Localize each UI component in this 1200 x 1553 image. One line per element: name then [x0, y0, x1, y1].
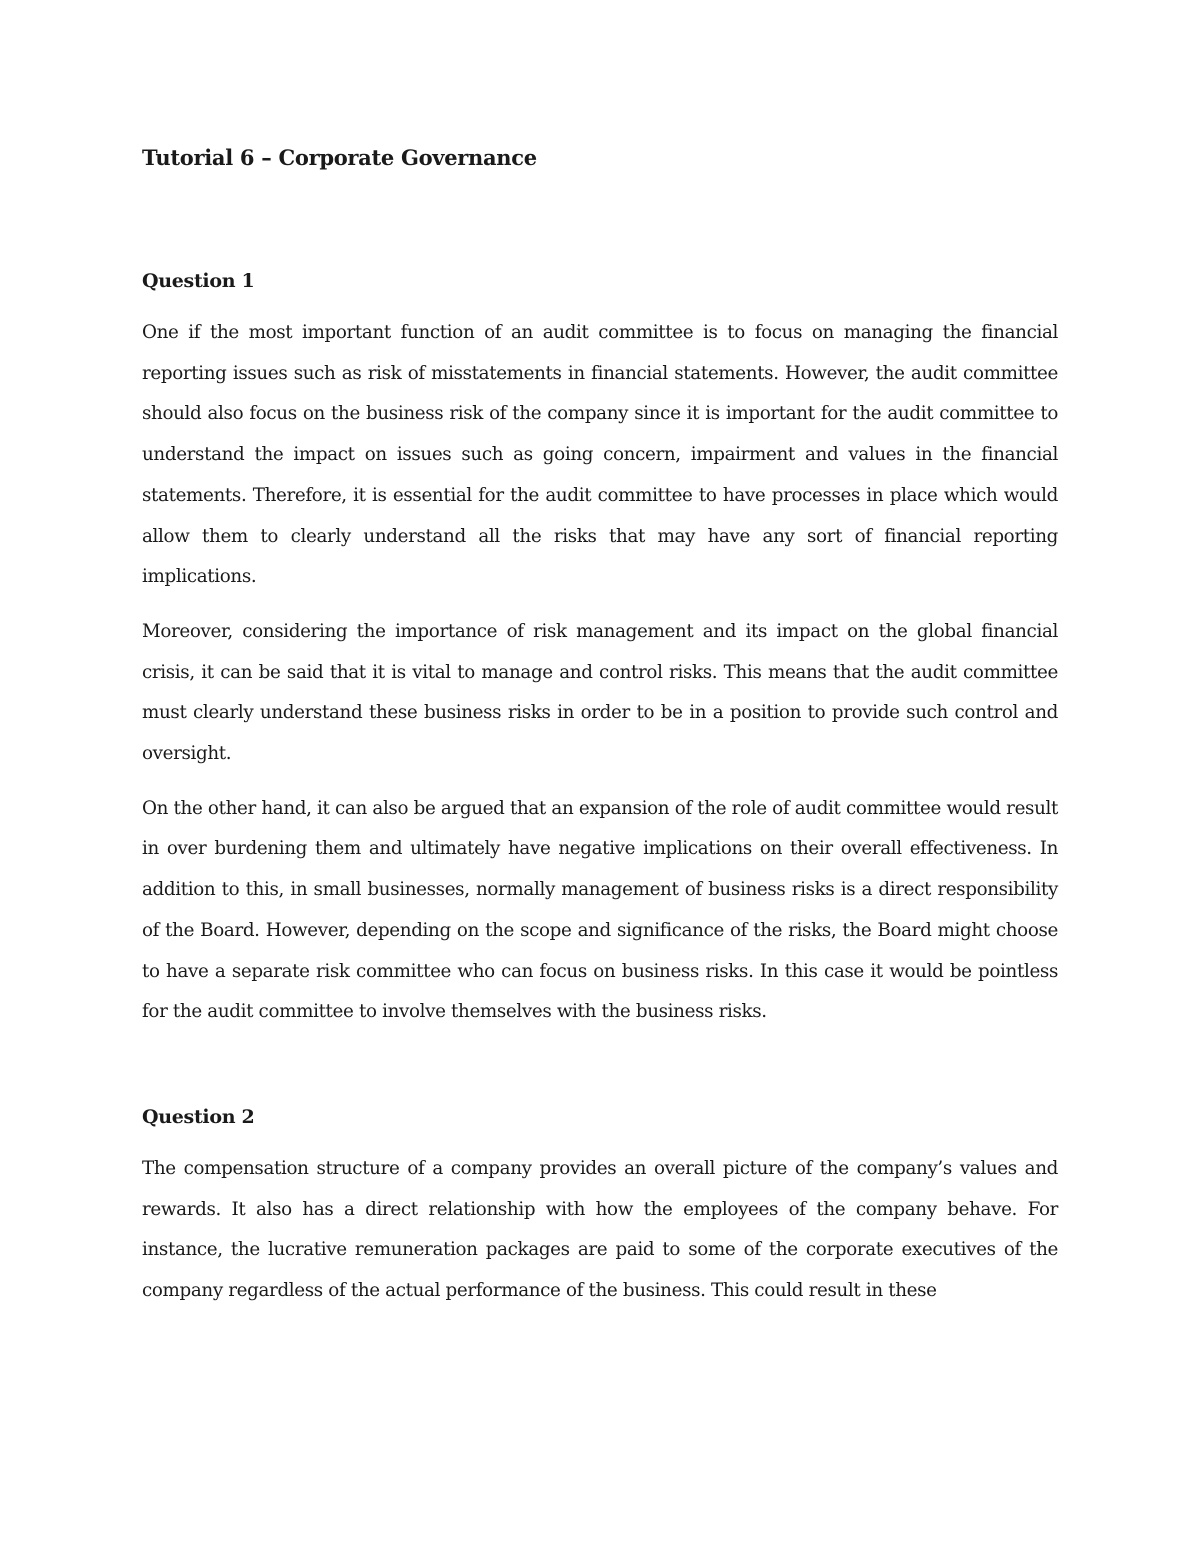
- question-2-heading: Question 2: [142, 1105, 255, 1128]
- question-2-paragraph-1: The compensation structure of a company provides an overall picture of the company’s values and rewards. It also has a direct relationship with how the employees of the company behave. For instance, the lucrative remuneration packages are paid to some of the corporate executives of the company regardless of the actual performance of the business. This could result in these: [142, 1157, 1058, 1302]
- question-1-paragraph-3: On the other hand, it can also be argued that an expansion of the role of audit committee would result in over burdening them and ultimately have negative implications on their overall effectiveness. In addition to this, in small businesses, normally management of business risks is a direct responsibility of the Board. However, depending on the scope and significance of the risks, the Board might choose to have a separate risk committee who can focus on business risks. In this case it would be pointless for the audit committee to involve themselves with the business risks.: [142, 797, 1058, 1023]
- question-2-section: [142, 1100, 1058, 1312]
- question-1-paragraph-1: One if the most important function of an audit committee is to focus on managing the financial reporting issues such as risk of misstatements in financial statements. However, the audit committee should also focus on the business risk of the company since it is important for the audit committee to understand the impact on issues such as going concern, impairment and values in the financial statements. Therefore, it is essential for the audit committee to have processes in place which would allow them to clearly understand all the risks that may have any sort of financial reporting implications.: [142, 322, 1058, 588]
- document-page: [142, 138, 1058, 1312]
- document-title: Tutorial 6 – Corporate Governance: [142, 145, 537, 170]
- question-1-heading: Question 1: [142, 270, 255, 292]
- question-1-section: [142, 264, 1058, 1033]
- question-1-paragraph-2: Moreover, considering the importance of risk management and its impact on the global financial crisis, it can be said that it is vital to manage and control risks. This means that the audit committee must clearly understand these business risks in order to be in a position to provide such control and oversight.: [142, 620, 1058, 765]
